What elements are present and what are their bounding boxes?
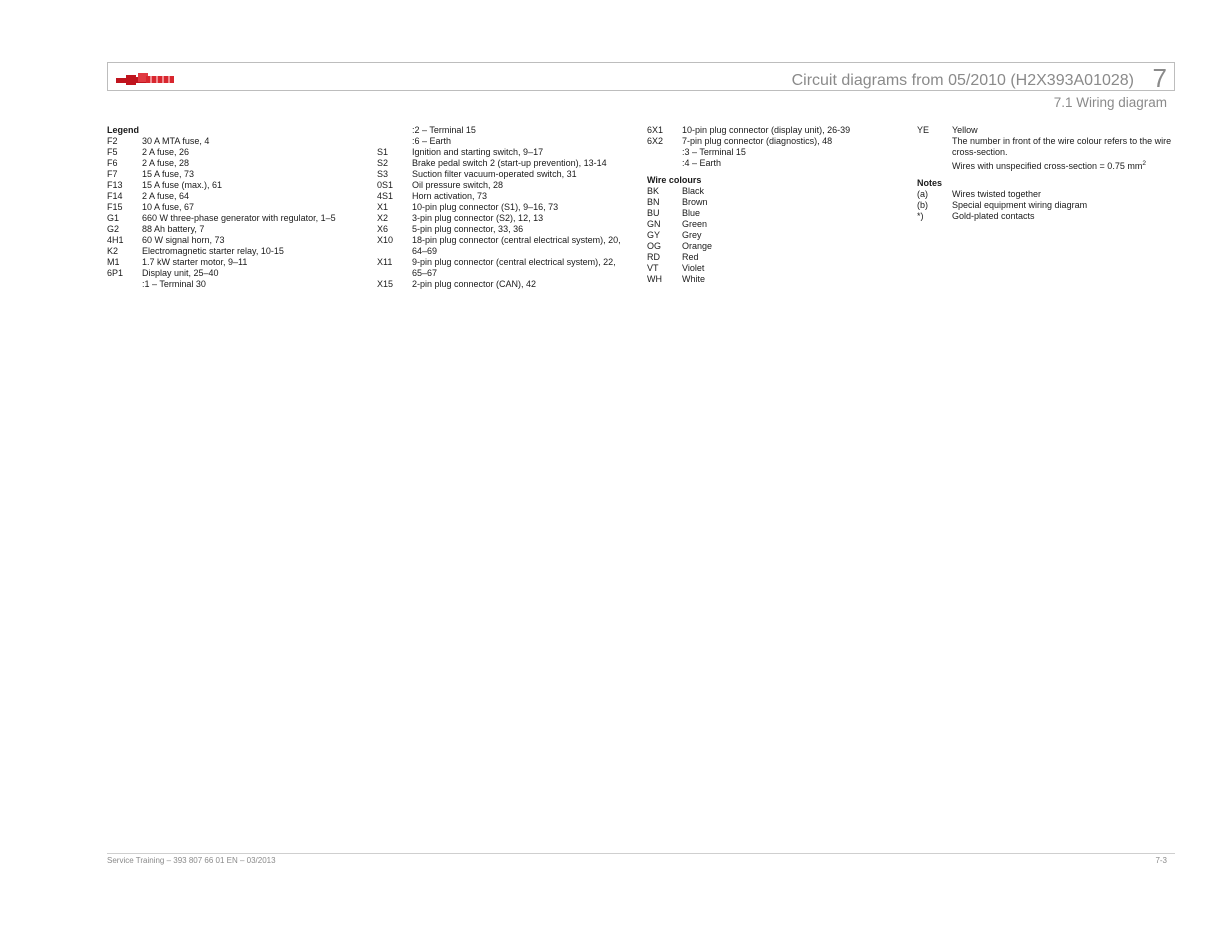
- item-description: The number in front of the wire colour refers to the wire: [952, 136, 1172, 146]
- section-subtitle: 7.1 Wiring diagram: [1053, 95, 1167, 110]
- item-code: WH: [647, 274, 662, 284]
- item-code: 6P1: [107, 268, 124, 278]
- item-code: F13: [107, 180, 123, 190]
- list-item: [647, 241, 897, 252]
- brand-logo: [116, 73, 174, 87]
- list-item: [917, 125, 1172, 136]
- legend-column-1: [107, 125, 357, 290]
- item-description: 3-pin plug connector (S2), 12, 13: [412, 213, 544, 223]
- item-code: X10: [377, 235, 394, 245]
- list-item: [107, 235, 357, 246]
- item-code: F15: [107, 202, 123, 212]
- item-description: Orange: [682, 241, 713, 251]
- item-description: Green: [682, 219, 708, 229]
- item-code: OG: [647, 241, 662, 251]
- list-item: [107, 202, 357, 213]
- chapter-number: 7: [1152, 63, 1167, 93]
- list-item: [377, 147, 632, 158]
- legend-list-3: [647, 125, 897, 169]
- item-description: 2 A fuse, 64: [142, 191, 190, 201]
- item-description: 30 A MTA fuse, 4: [142, 136, 210, 146]
- item-code: M1: [107, 257, 120, 267]
- item-description: White: [682, 274, 706, 284]
- list-item: [917, 158, 1172, 172]
- item-code: (a): [917, 189, 928, 199]
- list-item: [107, 257, 357, 268]
- list-item: [647, 230, 897, 241]
- list-item: [107, 213, 357, 224]
- legend-column-3: [647, 125, 897, 285]
- item-description: :3 – Terminal 15: [682, 147, 746, 157]
- list-item: [647, 208, 897, 219]
- item-code: F6: [107, 158, 118, 168]
- item-code: (b): [917, 200, 928, 210]
- item-code: [377, 125, 412, 136]
- list-item: [107, 191, 357, 202]
- wire-colours-list: [647, 186, 897, 285]
- item-code: F14: [107, 191, 123, 201]
- list-item: [647, 186, 897, 197]
- list-item: [377, 257, 632, 268]
- list-item: [377, 213, 632, 224]
- list-item: [647, 274, 897, 285]
- item-code: BK: [647, 186, 660, 196]
- list-item: [917, 189, 1172, 200]
- item-code: GN: [647, 219, 661, 229]
- list-item: [917, 136, 1172, 147]
- list-item: [647, 125, 897, 136]
- item-description: Yellow: [952, 125, 978, 135]
- item-code: [647, 147, 682, 158]
- page-header: [107, 62, 1175, 91]
- item-description: 10-pin plug connector (S1), 9–16, 73: [412, 202, 559, 212]
- item-description: Horn activation, 73: [412, 191, 488, 201]
- list-item: [647, 158, 897, 169]
- item-code: 6X1: [647, 125, 664, 135]
- list-item: [647, 136, 897, 147]
- list-item: [647, 252, 897, 263]
- list-item: [377, 224, 632, 235]
- item-code: G1: [107, 213, 120, 223]
- item-code: [917, 147, 952, 158]
- list-item: [377, 158, 632, 169]
- item-code: BU: [647, 208, 660, 218]
- item-description: Ignition and starting switch, 9–17: [412, 147, 544, 157]
- item-description: Suction filter vacuum-operated switch, 31: [412, 169, 577, 179]
- list-item: [647, 147, 897, 158]
- item-description: 65–67: [412, 268, 438, 278]
- item-description: Electromagnetic starter relay, 10-15: [142, 246, 284, 256]
- item-code: 4H1: [107, 235, 124, 245]
- item-description: 1.7 kW starter motor, 9–11: [142, 257, 248, 267]
- item-description: 18-pin plug connector (central electrical system), 20,: [412, 235, 621, 245]
- item-description: 88 Ah battery, 7: [142, 224, 205, 234]
- list-item: [377, 136, 632, 147]
- item-code: K2: [107, 246, 119, 256]
- item-code: [107, 279, 142, 290]
- item-code: S3: [377, 169, 389, 179]
- item-description: 2 A fuse, 28: [142, 158, 190, 168]
- list-item: [377, 180, 632, 191]
- item-description: 7-pin plug connector (diagnostics), 48: [682, 136, 833, 146]
- list-item: [107, 224, 357, 235]
- notes-list: [917, 189, 1172, 222]
- list-item: [377, 246, 632, 257]
- item-code: *): [917, 211, 924, 221]
- item-description: Grey: [682, 230, 702, 240]
- item-code: VT: [647, 263, 659, 273]
- item-description: 15 A fuse (max.), 61: [142, 180, 223, 190]
- page-title: Circuit diagrams from 05/2010 (H2X393A01028): [791, 72, 1134, 89]
- list-item: [377, 191, 632, 202]
- item-description: 10 A fuse, 67: [142, 202, 195, 212]
- list-item: [377, 169, 632, 180]
- page-number: 7-3: [1155, 856, 1167, 865]
- item-code: X15: [377, 279, 394, 289]
- item-code: [647, 158, 682, 169]
- item-code: BN: [647, 197, 660, 207]
- item-description: 2 A fuse, 26: [142, 147, 190, 157]
- item-code: F7: [107, 169, 118, 179]
- footer-divider: [107, 853, 1175, 854]
- item-code: GY: [647, 230, 661, 240]
- item-description: 660 W three-phase generator with regulator, 1–5: [142, 213, 336, 223]
- legend-heading: Legend: [107, 125, 140, 135]
- item-description: Special equipment wiring diagram: [952, 200, 1088, 210]
- item-code: S2: [377, 158, 389, 168]
- item-description: 2-pin plug connector (CAN), 42: [412, 279, 537, 289]
- item-description: Brake pedal switch 2 (start-up prevention), 13-14: [412, 158, 607, 168]
- list-item: [107, 169, 357, 180]
- list-item: [107, 246, 357, 257]
- list-item: [107, 268, 357, 279]
- item-description: :4 – Earth: [682, 158, 722, 168]
- wire-colours-list-continued: [917, 125, 1172, 158]
- item-code: [377, 268, 412, 279]
- item-code: 6X2: [647, 136, 664, 146]
- list-item: [107, 279, 357, 290]
- item-description: Oil pressure switch, 28: [412, 180, 504, 190]
- item-description: 10-pin plug connector (display unit), 26-39: [682, 125, 851, 135]
- item-description: 64–69: [412, 246, 438, 256]
- list-item: [377, 202, 632, 213]
- item-description: Black: [682, 186, 705, 196]
- item-code: [377, 136, 412, 147]
- item-description: 9-pin plug connector (central electrical system), 22,: [412, 257, 616, 267]
- legend-column-4: [917, 125, 1172, 222]
- list-item: [647, 219, 897, 230]
- footer-document-ref: Service Training – 393 807 66 01 EN – 03/2013: [107, 856, 276, 865]
- item-code: 4S1: [377, 191, 394, 201]
- list-item: [377, 125, 632, 136]
- item-code: YE: [917, 125, 930, 135]
- item-description: :1 – Terminal 30: [142, 279, 206, 289]
- item-description: Violet: [682, 263, 705, 273]
- list-item: [917, 200, 1172, 211]
- list-item: [377, 235, 632, 246]
- list-item: [377, 279, 632, 290]
- list-item: [107, 158, 357, 169]
- item-description: 60 W signal horn, 73: [142, 235, 225, 245]
- wire-colours-heading: Wire colours: [647, 175, 702, 185]
- legend-column-2: [377, 125, 632, 290]
- list-item: [917, 147, 1172, 158]
- list-item: [107, 147, 357, 158]
- item-code: [377, 246, 412, 257]
- item-description: :2 – Terminal 15: [412, 125, 476, 135]
- legend-list-2: [377, 125, 632, 290]
- item-code: X2: [377, 213, 389, 223]
- list-item: [107, 136, 357, 147]
- list-item: [107, 180, 357, 191]
- item-description: Red: [682, 252, 699, 262]
- list-item: [647, 263, 897, 274]
- legend-list-1: [107, 136, 357, 290]
- item-description: cross-section.: [952, 147, 1008, 157]
- list-item: [917, 211, 1172, 222]
- item-code: RD: [647, 252, 660, 262]
- notes-heading: Notes: [917, 178, 943, 188]
- item-code: X1: [377, 202, 389, 212]
- item-description: Display unit, 25–40: [142, 268, 219, 278]
- item-description: Gold-plated contacts: [952, 211, 1035, 221]
- list-item: [377, 268, 632, 279]
- item-code: S1: [377, 147, 389, 157]
- item-code: F2: [107, 136, 118, 146]
- item-code: X11: [377, 257, 393, 267]
- item-code: X6: [377, 224, 389, 234]
- item-description: 15 A fuse, 73: [142, 169, 195, 179]
- item-description: 5-pin plug connector, 33, 36: [412, 224, 524, 234]
- item-code: 0S1: [377, 180, 394, 190]
- item-code: G2: [107, 224, 120, 234]
- item-description: Brown: [682, 197, 708, 207]
- item-code: [917, 136, 952, 147]
- item-code: F5: [107, 147, 118, 157]
- unspecified-cross-section-note: Wires with unspecified cross-section = 0.75 $mm^2$: [952, 160, 1146, 171]
- item-description: Blue: [682, 208, 701, 218]
- item-description: :6 – Earth: [412, 136, 452, 146]
- list-item: [647, 197, 897, 208]
- item-description: Wires twisted together: [952, 189, 1042, 199]
